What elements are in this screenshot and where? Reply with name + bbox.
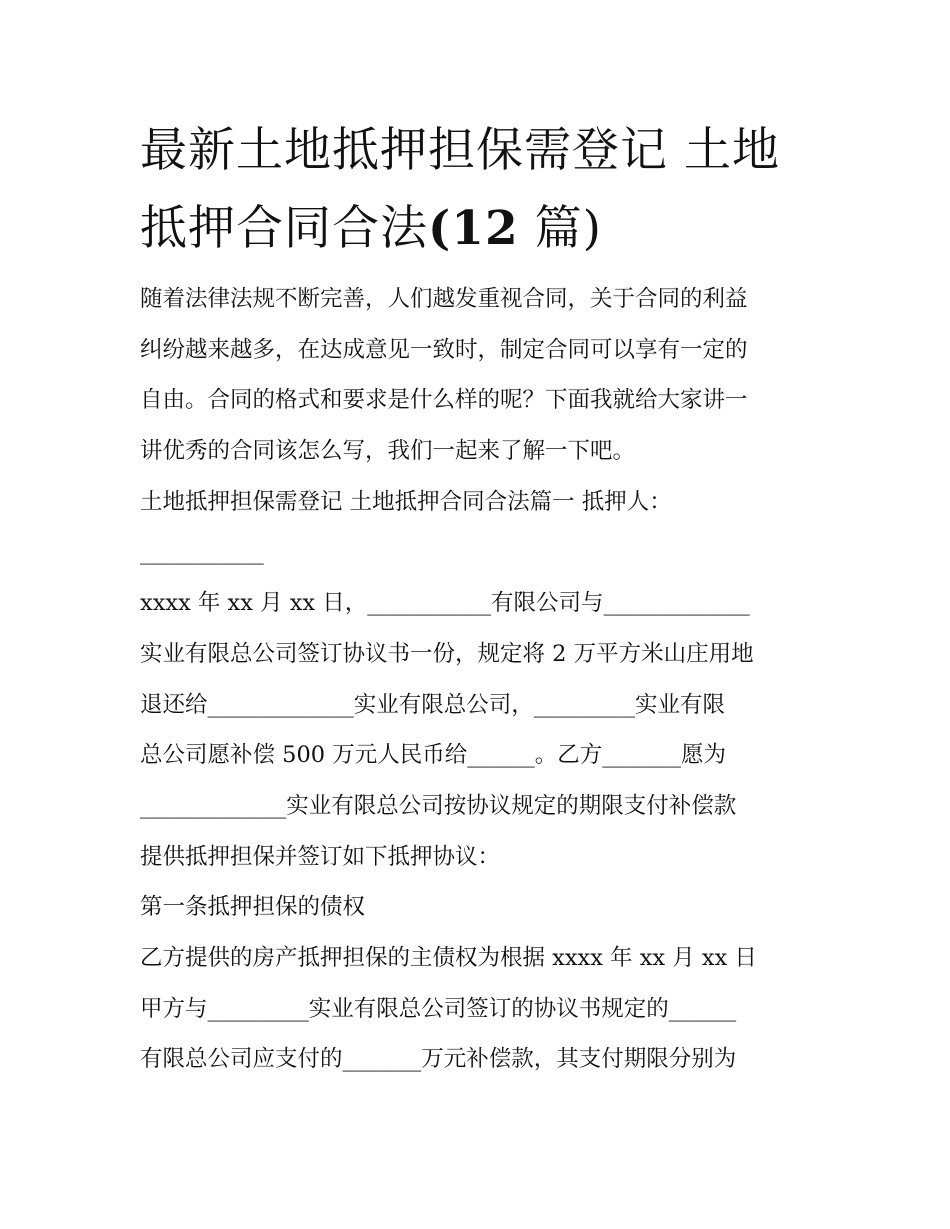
body-line: 退还给_____________实业有限总公司，_________实业有限 <box>140 691 726 718</box>
body-line: 提供抵押担保并签订如下抵押协议： <box>140 843 501 870</box>
article-heading-line: 第一条抵押担保的债权 <box>140 894 366 921</box>
title-line-2-number: (12 <box>428 201 519 256</box>
body-line: 有限总公司应支付的_______万元补偿款，其支付期限分别为 <box>140 1046 737 1073</box>
body-line: 总公司愿补偿 500 万元人民币给______。乙方_______愿为 <box>140 742 727 769</box>
body-line: 自由。合同的格式和要求是什么样的呢？下面我就给大家讲一 <box>140 387 748 414</box>
title-line-1: 最新土地抵押担保需登记 土地 <box>140 123 780 178</box>
body-line: 纠纷越来越多，在达成意见一致时，制定合同可以享有一定的 <box>140 336 748 363</box>
document-title <box>140 112 830 268</box>
section-heading-line: 土地抵押担保需登记 土地抵押合同合法篇一 抵押人： <box>140 488 672 515</box>
title-line-2-prefix: 抵押合同合法 <box>140 201 428 256</box>
body-line: _____________实业有限总公司按协议规定的期限支付补偿款 <box>140 792 737 819</box>
body-line: xxxx 年 xx 月 xx 日，___________有限公司与_____________ <box>140 590 750 617</box>
body-line: 甲方与_________实业有限总公司签订的协议书规定的______ <box>140 995 737 1022</box>
document-body <box>140 274 830 1085</box>
body-line: 讲优秀的合同该怎么写，我们一起来了解一下吧。 <box>140 438 636 465</box>
blank-fill-line: ___________ <box>140 539 264 566</box>
body-line: 实业有限总公司签订协议书一份，规定将 2 万平方米山庄用地 <box>140 640 754 667</box>
title-line-2-suffix: 篇) <box>518 201 602 256</box>
body-line: 随着法律法规不断完善，人们越发重视合同，关于合同的利益 <box>140 286 748 312</box>
body-line: 乙方提供的房产抵押担保的主债权为根据 xxxx 年 xx 月 xx 日 <box>140 944 757 971</box>
